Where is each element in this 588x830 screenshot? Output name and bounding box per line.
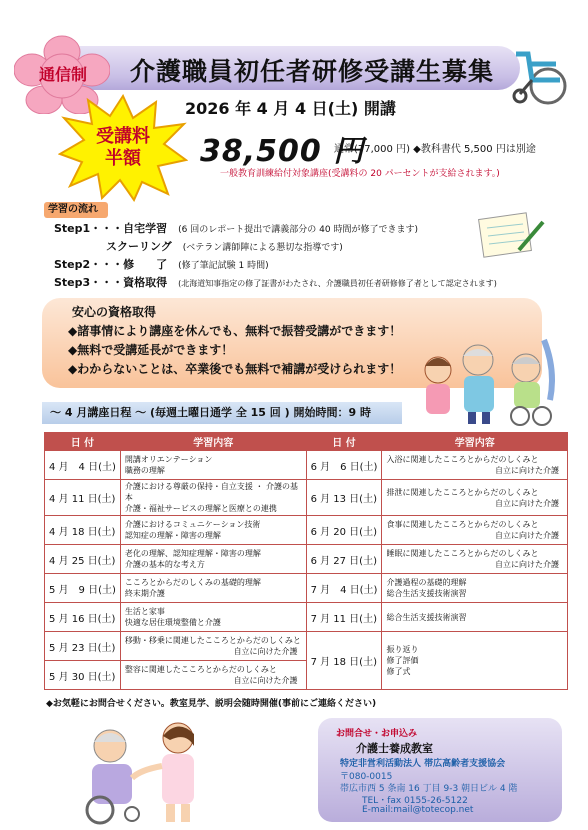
org-name: 特定非営利活動法人 帯広高齢者支援協会	[340, 759, 506, 769]
date-cell: 6 月 27 日(土)	[306, 545, 382, 574]
elderly-group-illustration	[416, 330, 566, 426]
date-cell: 4 月 11 日(土)	[45, 480, 121, 516]
schedule-table	[44, 432, 568, 690]
flow-heading: 学習の流れ	[44, 202, 108, 218]
content-cell: 睡眠に関連したこころとからだのしくみと 自立に向けた介護	[382, 545, 568, 574]
col-date: 日 付	[45, 433, 121, 451]
contact-label: お問合せ・お申込み	[336, 729, 418, 739]
content-cell: 介護過程の基礎的理解 総合生活支援技術演習	[382, 574, 568, 603]
date-cell: 5 月 30 日(土)	[45, 661, 121, 690]
benefit-1: ◆諸事情により講座を休んでも、無料で振替受講ができます！	[68, 324, 402, 338]
date-cell: 7 月 18 日(土)	[306, 632, 382, 690]
step-3: Step3・・・資格取得 (北海道知事指定の修了証書がわたされ、介護職員初任者研修修了者として認定されます)	[54, 276, 497, 289]
content-cell: 老化の理解、認知症理解・障害の理解 介護の基本的な考え方	[120, 545, 306, 574]
table-row	[45, 516, 568, 545]
content-cell: 総合生活支援技術演習	[382, 603, 568, 632]
col-date: 日 付	[306, 433, 382, 451]
col-content: 学習内容	[382, 433, 568, 451]
date-cell: 6 月 13 日(土)	[306, 480, 382, 516]
wheelchair-icon	[506, 44, 578, 106]
page-title: 介護職員初任者研修受講生募集	[130, 57, 495, 86]
address: 帯広市西 5 条南 16 丁目 9-3 朝日ビル 4 階	[340, 784, 518, 794]
date-cell: 4 月 25 日(土)	[45, 545, 121, 574]
date-cell: 7 月 4 日(土)	[306, 574, 382, 603]
notebook-icon	[475, 210, 547, 260]
date-cell: 5 月 23 日(土)	[45, 632, 121, 661]
step-2: Step2・・・修 了 (修了筆記試験 1 時間)	[54, 258, 269, 271]
content-cell: こころとからだのしくみの基礎的理解 終末期介護	[120, 574, 306, 603]
table-row	[45, 451, 568, 480]
table-header	[45, 433, 568, 451]
badge-label: 通信制	[38, 65, 87, 84]
subsidy-note: 一般教育訓練給付対象講座(受講料の 20 パーセントが支給されます。)	[220, 169, 500, 179]
content-cell: 食事に関連したこころとからだのしくみと 自立に向けた介護	[382, 516, 568, 545]
step-schooling: スクーリング (ベテラン講師陣による懇切な指導です)	[106, 240, 343, 253]
benefit-2: ◆無料で受講延長ができます！	[68, 343, 234, 357]
price-amount: 38,500 円	[200, 134, 365, 169]
schedule-heading: ～ 4 月講座日程 ～ (毎週土曜日通学 全 15 回 ) 開始時間：9 時	[42, 402, 402, 424]
table-row	[45, 574, 568, 603]
caregiver-illustration	[70, 712, 230, 826]
date-cell: 5 月 16 日(土)	[45, 603, 121, 632]
zip-code: 〒080-0015	[340, 772, 393, 782]
date-cell: 6 月 20 日(土)	[306, 516, 382, 545]
content-cell: 入浴に関連したこころとからだのしくみと 自立に向けた介護	[382, 451, 568, 480]
email: E-mail:mail@totecop.net	[362, 805, 474, 815]
content-cell: 生活と家事 快適な居住環境整備と介護	[120, 603, 306, 632]
table-row	[45, 632, 568, 661]
school-name: 介護士養成教室	[356, 742, 433, 755]
date-cell: 5 月 9 日(土)	[45, 574, 121, 603]
half-price-label: 受講料 半額	[96, 126, 150, 169]
benefits-title: 安心の資格取得	[72, 305, 157, 319]
table-row	[45, 603, 568, 632]
content-cell: 開講オリエンテーション 職務の理解	[120, 451, 306, 480]
step-1: Step1・・・自宅学習 (6 回のレポート提出で講義部分の 40 時間が修了できます)	[54, 222, 418, 235]
content-cell: 排泄に関連したこころとからだのしくみと 自立に向けた介護	[382, 480, 568, 516]
phone: TEL・fax 0155-26-5122	[362, 796, 468, 806]
content-cell: 介護における尊厳の保持・自立支援 ・ 介護の基本 介護・福祉サービスの理解と医療との連携	[120, 480, 306, 516]
content-cell: 移動・移乗に関連したこころとからだのしくみと 自立に向けた介護	[120, 632, 306, 661]
price-note: 通常(77,000 円) ◆教科書代 5,500 円は別途	[334, 144, 536, 155]
date-cell: 7 月 11 日(土)	[306, 603, 382, 632]
col-content: 学習内容	[120, 433, 306, 451]
content-cell: 整容に関連したこころとからだのしくみと 自立に向けた介護	[120, 661, 306, 690]
date-cell: 4 月 4 日(土)	[45, 451, 121, 480]
date-cell: 6 月 6 日(土)	[306, 451, 382, 480]
benefit-3: ◆わからないことは、卒業後でも無料で補講が受けられます！	[68, 362, 402, 376]
start-date: 2026 年 4 月 4 日(土) 開講	[185, 99, 396, 118]
content-cell: 介護におけるコミュニケーション技術 認知症の理解・障害の理解	[120, 516, 306, 545]
table-row	[45, 480, 568, 516]
table-row	[45, 545, 568, 574]
footer-note: ◆お気軽にお問合せください。教室見学、説明会随時開催(事前にご連絡ください)	[46, 699, 377, 709]
content-cell: 振り返り 修了評価 修了式	[382, 632, 568, 690]
date-cell: 4 月 18 日(土)	[45, 516, 121, 545]
